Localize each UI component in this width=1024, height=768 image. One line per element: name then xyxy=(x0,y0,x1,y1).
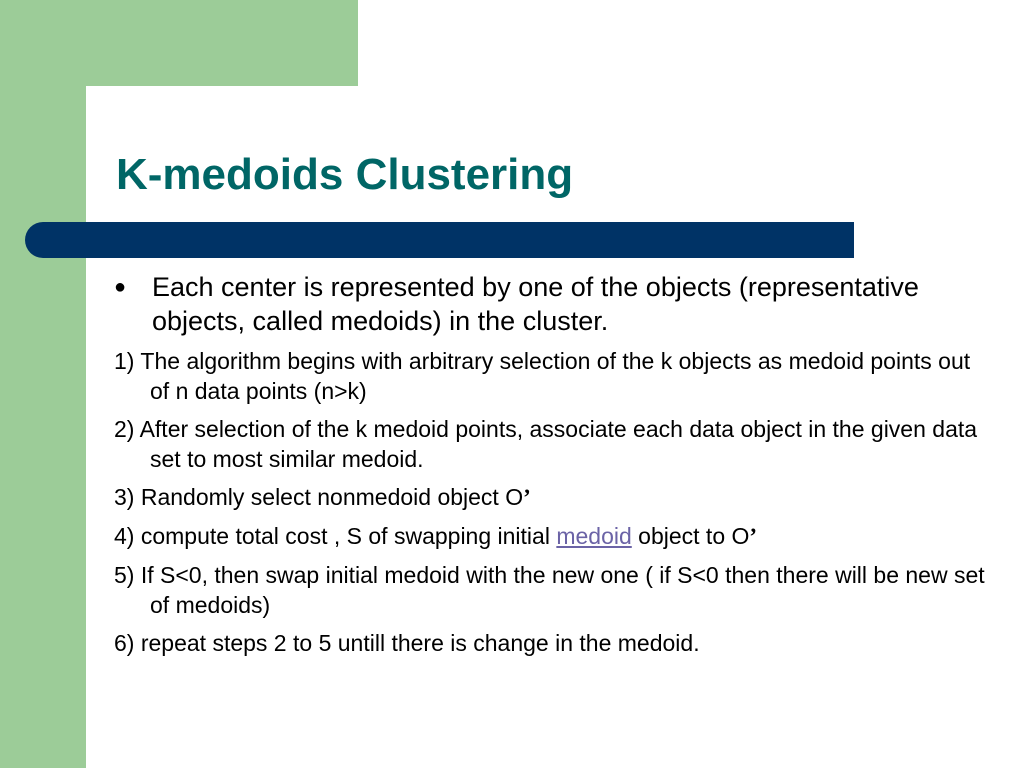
bullet-point xyxy=(114,270,994,338)
step-3-text: 3) Randomly select nonmedoid object O xyxy=(114,484,524,510)
step-4-text-after: object to O xyxy=(631,523,750,549)
step-5: 5) If S<0, then swap initial medoid with the new one ( if S<0 then there will be new set of medoids) xyxy=(114,562,985,618)
step-4 xyxy=(114,521,994,552)
prime-mark: ’ xyxy=(749,524,758,549)
rounded-corner xyxy=(86,86,146,146)
prime-mark: ’ xyxy=(523,485,531,510)
step-6: 6) repeat steps 2 to 5 untill there is change in the medoid. xyxy=(114,630,700,656)
green-side-band xyxy=(0,0,86,768)
step-1: 1) The algorithm begins with arbitrary selection of the k objects as medoid points out of n data points (n>k) xyxy=(114,348,971,404)
slide-title: K-medoids Clustering xyxy=(116,150,574,199)
bullet-icon: ● xyxy=(114,276,127,298)
green-top-band xyxy=(0,0,358,86)
step-2: 2) After selection of the k medoid points, associate each data object in the given data set to most similar medoid. xyxy=(114,416,978,472)
slide-body xyxy=(114,270,994,658)
step-4-text-before: 4) compute total cost , S of swapping initial xyxy=(114,523,557,549)
title-underline-bar xyxy=(25,222,854,258)
medoid-link[interactable]: medoid xyxy=(556,523,632,549)
step-3 xyxy=(114,482,994,513)
bullet-text: Each center is represented by one of the objects (representative objects, called medoids) in the cluster. xyxy=(152,272,919,336)
